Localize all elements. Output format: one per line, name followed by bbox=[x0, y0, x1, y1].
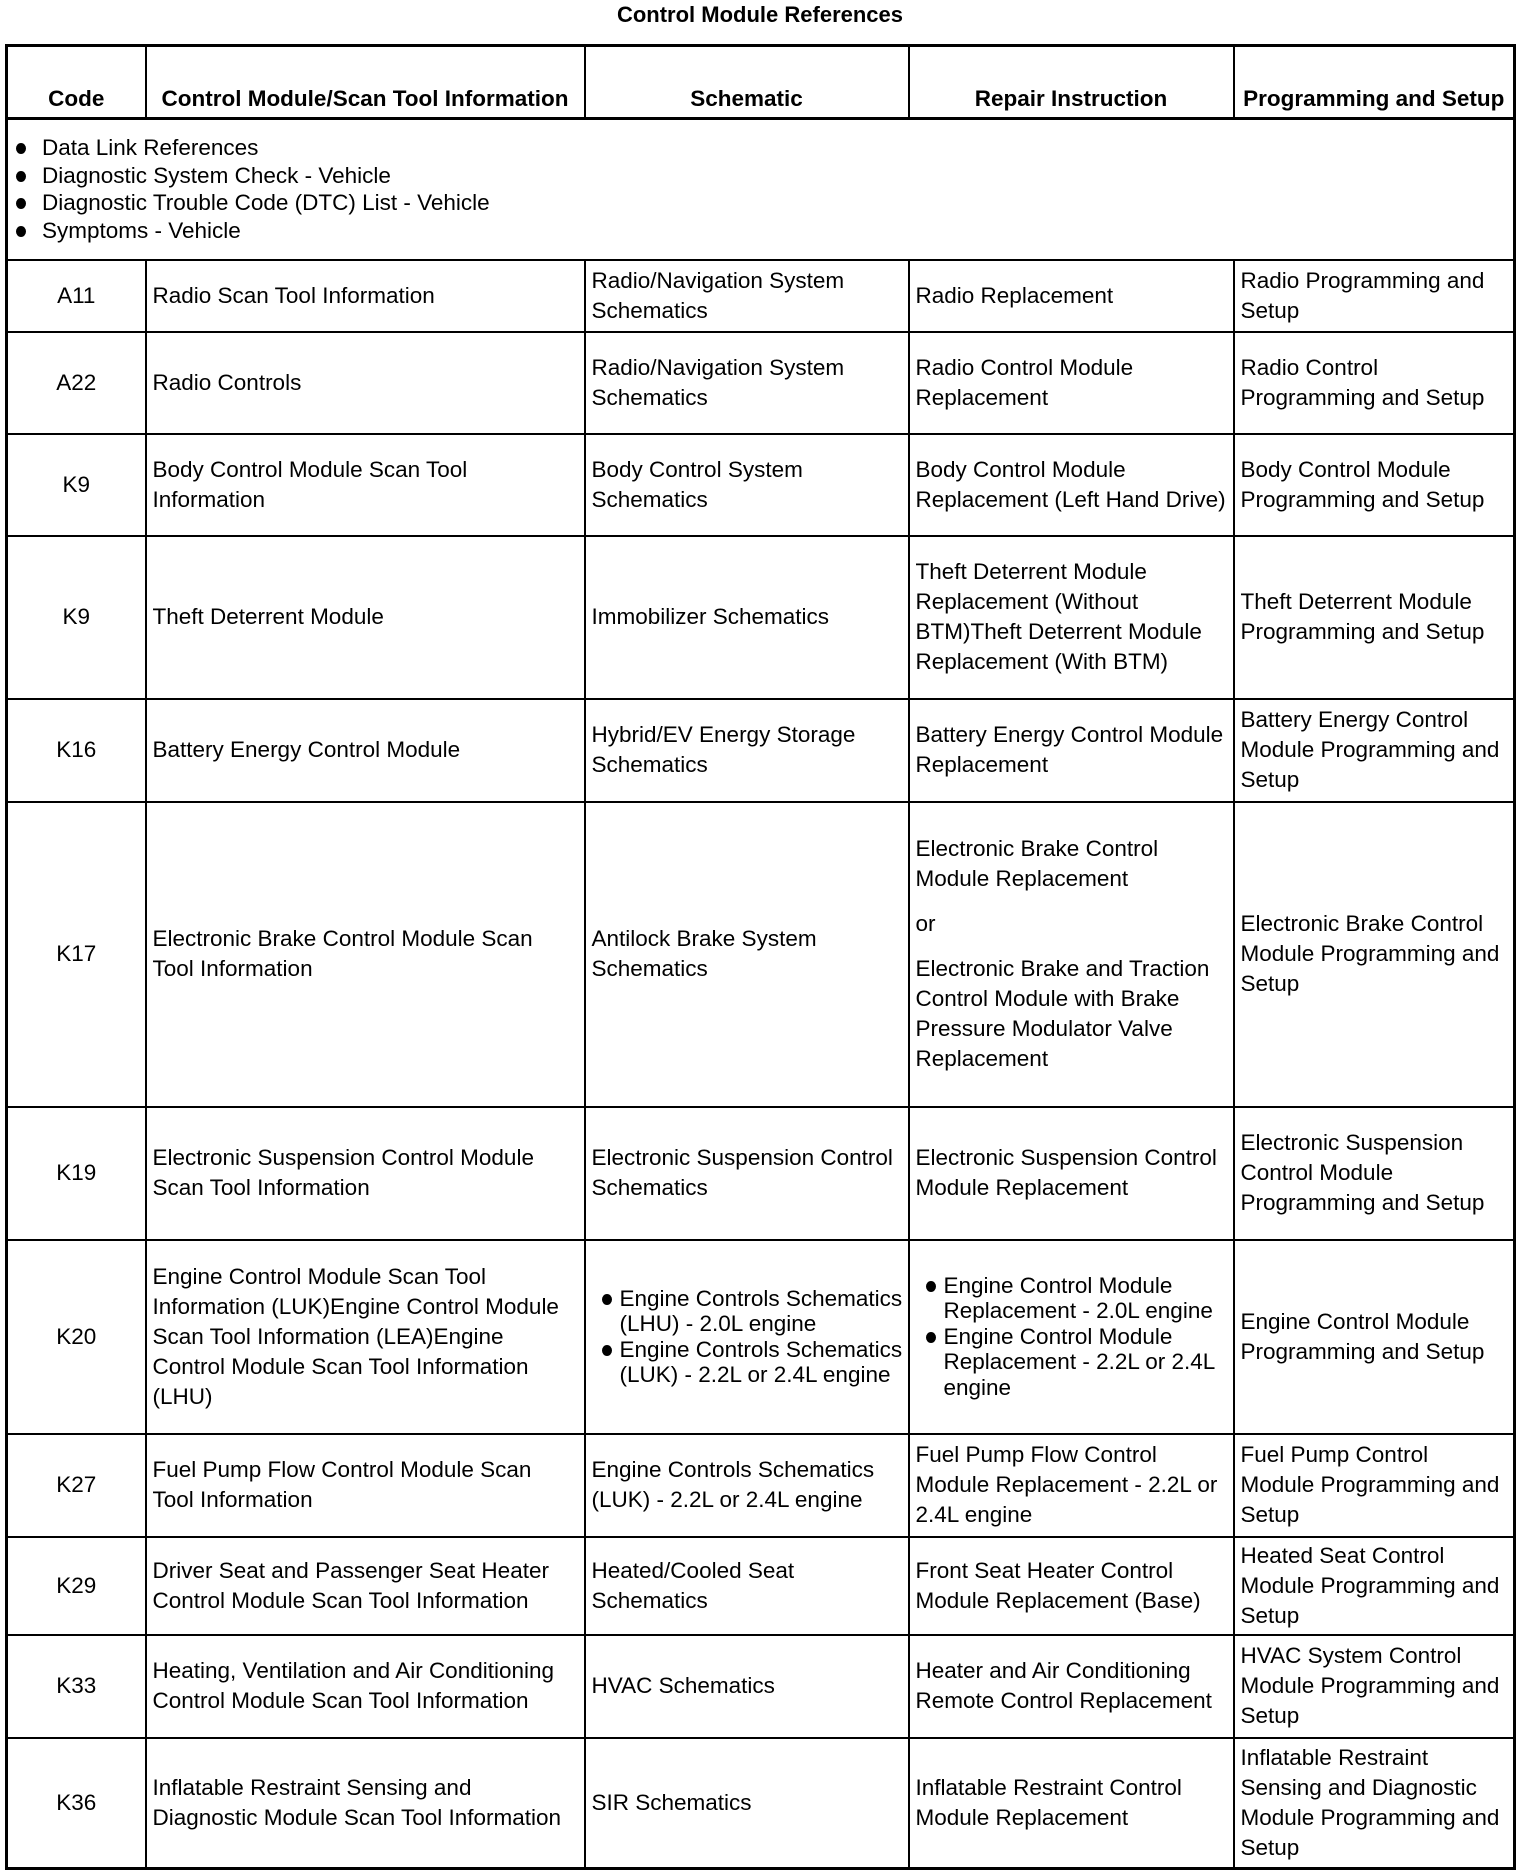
code-cell: K27 bbox=[7, 1434, 146, 1537]
repair-link[interactable]: Body Control Module Replacement (Left Hand Drive) bbox=[909, 434, 1234, 536]
repair-link[interactable]: Battery Energy Control Module Replacement bbox=[909, 699, 1234, 802]
table-row bbox=[7, 434, 1515, 536]
info-link[interactable]: Driver Seat and Passenger Seat Heater Control Module Scan Tool Information bbox=[146, 1537, 585, 1635]
schematic-link[interactable]: Immobilizer Schematics bbox=[585, 536, 909, 699]
link-data-link-references[interactable]: Data Link References bbox=[14, 134, 1507, 162]
programming-link[interactable]: Electronic Suspension Control Module Programming and Setup bbox=[1234, 1107, 1515, 1240]
repair-link[interactable]: Heater and Air Conditioning Remote Control Replacement bbox=[909, 1635, 1234, 1738]
info-link[interactable]: Theft Deterrent Module bbox=[146, 536, 585, 699]
general-references-cell bbox=[7, 119, 1515, 260]
code-cell: K16 bbox=[7, 699, 146, 802]
link-dtc-list[interactable]: Diagnostic Trouble Code (DTC) List - Vehicle bbox=[14, 189, 1507, 217]
link-diagnostic-system-check[interactable]: Diagnostic System Check - Vehicle bbox=[14, 162, 1507, 190]
programming-link[interactable]: Battery Energy Control Module Programming and Setup bbox=[1234, 699, 1515, 802]
schematic-link[interactable]: HVAC Schematics bbox=[585, 1635, 909, 1738]
page-title: Control Module References bbox=[616, 2, 904, 27]
code-cell: K36 bbox=[7, 1738, 146, 1869]
programming-link[interactable]: Radio Programming and Setup bbox=[1234, 260, 1515, 332]
control-module-references-table bbox=[5, 44, 1516, 1870]
column-header-schematic: Schematic bbox=[585, 46, 909, 119]
info-link[interactable]: Fuel Pump Flow Control Module Scan Tool Information bbox=[146, 1434, 585, 1537]
schematic-link-luk[interactable]: Engine Controls Schematics (LUK) - 2.2L or 2.4L engine bbox=[590, 1337, 904, 1388]
schematic-link[interactable]: Radio/Navigation System Schematics bbox=[585, 332, 909, 434]
programming-link[interactable]: Heated Seat Control Module Programming and Setup bbox=[1234, 1537, 1515, 1635]
code-cell: K9 bbox=[7, 536, 146, 699]
programming-link[interactable]: HVAC System Control Module Programming and Setup bbox=[1234, 1635, 1515, 1738]
programming-link[interactable]: Fuel Pump Control Module Programming and Setup bbox=[1234, 1434, 1515, 1537]
repair-link[interactable]: Front Seat Heater Control Module Replacement (Base) bbox=[909, 1537, 1234, 1635]
info-link[interactable]: Engine Control Module Scan Tool Information (LUK)Engine Control Module Scan Tool Information (LEA)Engine Control Module Scan Tool Information (LHU) bbox=[146, 1240, 585, 1434]
schematic-link[interactable]: Body Control System Schematics bbox=[585, 434, 909, 536]
schematic-link[interactable]: Electronic Suspension Control Schematics bbox=[585, 1107, 909, 1240]
info-link[interactable]: Radio Controls bbox=[146, 332, 585, 434]
programming-link[interactable]: Inflatable Restraint Sensing and Diagnostic Module Programming and Setup bbox=[1234, 1738, 1515, 1869]
repair-or-text: or bbox=[915, 911, 936, 936]
repair-cell bbox=[909, 1240, 1234, 1434]
table-row bbox=[7, 1107, 1515, 1240]
info-link[interactable]: Electronic Suspension Control Module Scan Tool Information bbox=[146, 1107, 585, 1240]
info-link[interactable]: Radio Scan Tool Information bbox=[146, 260, 585, 332]
code-cell: A11 bbox=[7, 260, 146, 332]
column-header-info: Control Module/Scan Tool Information bbox=[146, 46, 585, 119]
programming-link[interactable]: Engine Control Module Programming and Setup bbox=[1234, 1240, 1515, 1434]
table-row bbox=[7, 699, 1515, 802]
schematic-link[interactable]: Hybrid/EV Energy Storage Schematics bbox=[585, 699, 909, 802]
repair-link[interactable]: Radio Control Module Replacement bbox=[909, 332, 1234, 434]
info-link[interactable]: Heating, Ventilation and Air Conditioning Control Module Scan Tool Information bbox=[146, 1635, 585, 1738]
info-link[interactable]: Battery Energy Control Module bbox=[146, 699, 585, 802]
programming-link[interactable]: Radio Control Programming and Setup bbox=[1234, 332, 1515, 434]
table-row bbox=[7, 332, 1515, 434]
column-header-programming: Programming and Setup bbox=[1234, 46, 1515, 119]
repair-link-2-2l-2-4l[interactable]: Engine Control Module Replacement - 2.2L or 2.4L engine bbox=[914, 1324, 1229, 1401]
general-references-list bbox=[14, 134, 1507, 244]
schematic-link-lhu[interactable]: Engine Controls Schematics (LHU) - 2.0L engine bbox=[590, 1286, 904, 1337]
repair-link[interactable]: Radio Replacement bbox=[909, 260, 1234, 332]
code-cell: K29 bbox=[7, 1537, 146, 1635]
code-cell: K19 bbox=[7, 1107, 146, 1240]
repair-link-ebtcm[interactable]: Electronic Brake and Traction Control Module with Brake Pressure Modulator Valve Replacement bbox=[915, 956, 1210, 1071]
table-row bbox=[7, 802, 1515, 1107]
table-row bbox=[7, 1738, 1515, 1869]
schematic-cell bbox=[585, 1240, 909, 1434]
table-row bbox=[7, 1434, 1515, 1537]
repair-list bbox=[914, 1273, 1229, 1401]
schematic-link[interactable]: Radio/Navigation System Schematics bbox=[585, 260, 909, 332]
info-link[interactable]: Electronic Brake Control Module Scan Tool Information bbox=[146, 802, 585, 1107]
info-link[interactable]: Inflatable Restraint Sensing and Diagnostic Module Scan Tool Information bbox=[146, 1738, 585, 1869]
schematic-list bbox=[590, 1286, 904, 1388]
table-row bbox=[7, 1537, 1515, 1635]
table-row bbox=[7, 1240, 1515, 1434]
table-header-row bbox=[7, 46, 1515, 119]
link-symptoms[interactable]: Symptoms - Vehicle bbox=[14, 217, 1507, 245]
general-references-row bbox=[7, 119, 1515, 260]
code-cell: K33 bbox=[7, 1635, 146, 1738]
code-cell: K17 bbox=[7, 802, 146, 1107]
column-header-code: Code bbox=[7, 46, 146, 119]
schematic-link[interactable]: Engine Controls Schematics (LUK) - 2.2L or 2.4L engine bbox=[585, 1434, 909, 1537]
schematic-link[interactable]: Heated/Cooled Seat Schematics bbox=[585, 1537, 909, 1635]
repair-link-2-0l[interactable]: Engine Control Module Replacement - 2.0L engine bbox=[914, 1273, 1229, 1324]
programming-link[interactable]: Theft Deterrent Module Programming and Setup bbox=[1234, 536, 1515, 699]
code-cell: A22 bbox=[7, 332, 146, 434]
table-row bbox=[7, 260, 1515, 332]
repair-link-ebcm[interactable]: Electronic Brake Control Module Replacement bbox=[915, 836, 1159, 891]
table-row bbox=[7, 536, 1515, 699]
info-link[interactable]: Body Control Module Scan Tool Information bbox=[146, 434, 585, 536]
programming-link[interactable]: Electronic Brake Control Module Programming and Setup bbox=[1234, 802, 1515, 1107]
repair-link[interactable]: Fuel Pump Flow Control Module Replacement - 2.2L or 2.4L engine bbox=[909, 1434, 1234, 1537]
repair-cell bbox=[909, 802, 1234, 1107]
code-cell: K9 bbox=[7, 434, 146, 536]
column-header-repair: Repair Instruction bbox=[909, 46, 1234, 119]
schematic-link[interactable]: Antilock Brake System Schematics bbox=[585, 802, 909, 1107]
table-row bbox=[7, 1635, 1515, 1738]
code-cell: K20 bbox=[7, 1240, 146, 1434]
repair-link[interactable]: Electronic Suspension Control Module Replacement bbox=[909, 1107, 1234, 1240]
programming-link[interactable]: Body Control Module Programming and Setup bbox=[1234, 434, 1515, 536]
repair-link[interactable]: Theft Deterrent Module Replacement (Without BTM)Theft Deterrent Module Replacement (With BTM) bbox=[909, 536, 1234, 699]
repair-link[interactable]: Inflatable Restraint Control Module Replacement bbox=[909, 1738, 1234, 1869]
schematic-link[interactable]: SIR Schematics bbox=[585, 1738, 909, 1869]
